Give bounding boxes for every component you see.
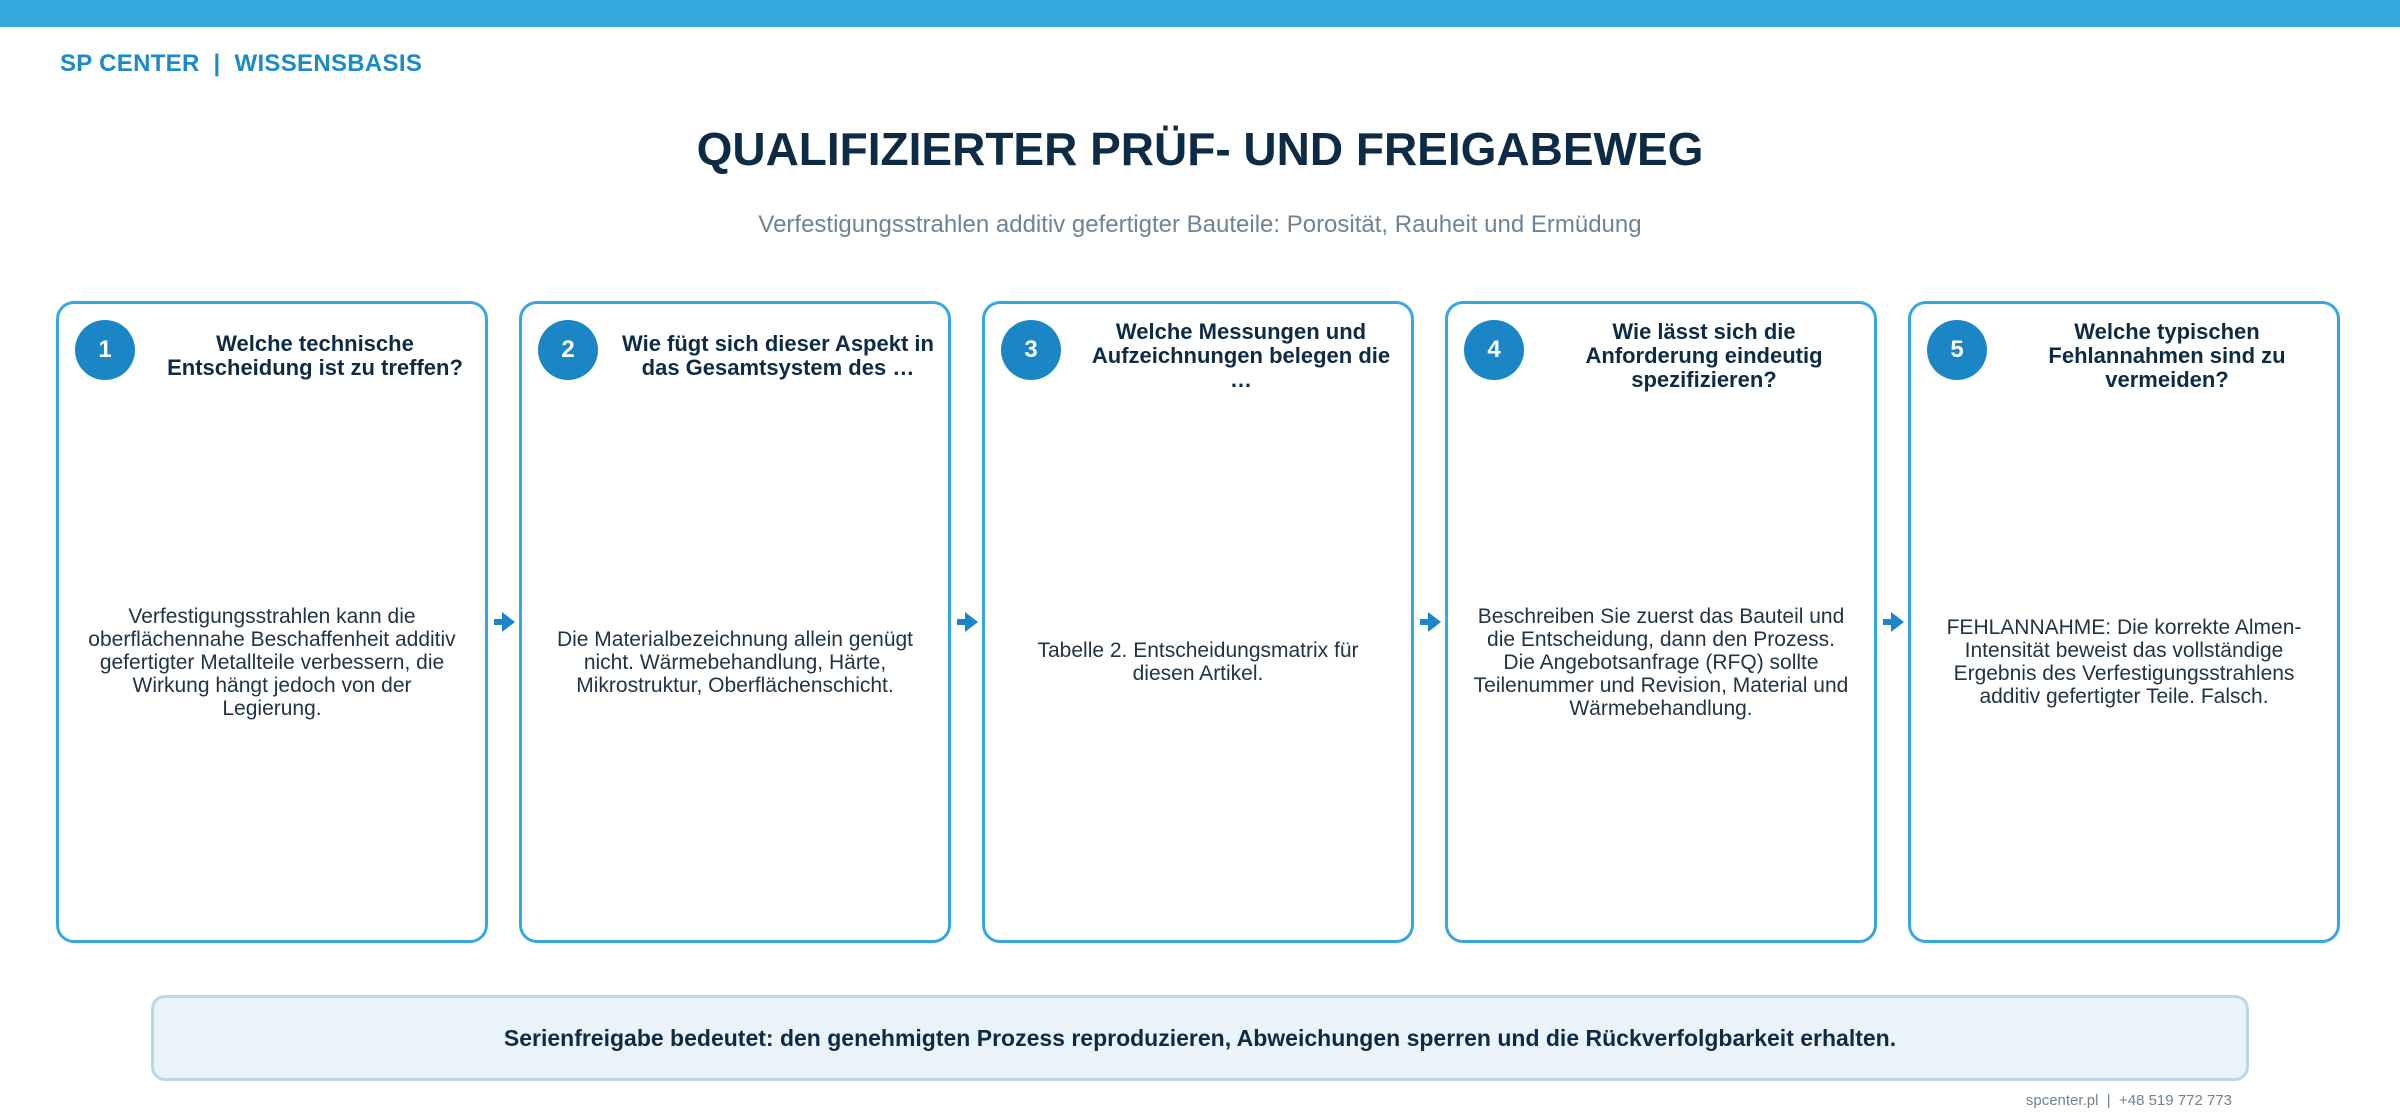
- arrow-right-icon: [494, 610, 516, 634]
- step-number-badge: 3: [1001, 320, 1061, 380]
- step-body: Beschreiben Sie zuerst das Bauteil und die Entscheidung, dann den Prozess. Die Angebotsanfrage (RFQ) sollte Teilenummer und Revision, Material und Wärmebehandlung.: [1473, 604, 1849, 720]
- step-title: Wie lässt sich die Anforderung eindeutig spezifizieren?: [1585, 319, 1823, 392]
- step-number-badge: 4: [1464, 320, 1524, 380]
- arrow-right-icon: [957, 610, 979, 634]
- step-title: Welche typischen Fehlannahmen sind zu vermeiden?: [2048, 319, 2286, 392]
- page-subtitle: Verfestigungsstrahlen additiv gefertigter Bauteile: Porosität, Rauheit und Ermüdung: [758, 211, 1642, 238]
- step-card-2: [519, 301, 951, 943]
- step-card-5: [1908, 301, 2340, 943]
- step-body: Tabelle 2. Entscheidungsmatrix für diesen Artikel.: [1037, 639, 1359, 685]
- step-title: Welche technische Entscheidung ist zu treffen?: [167, 331, 463, 380]
- step-title: Wie fügt sich dieser Aspekt in das Gesamtsystem des …: [622, 331, 934, 380]
- step-number-badge: 5: [1927, 320, 1987, 380]
- arrow-right-icon: [1883, 610, 1905, 634]
- footer-contact: spcenter.pl | +48 519 772 773: [2025, 1092, 2232, 1109]
- step-card-3: [982, 301, 1414, 943]
- arrow-right-icon: [1420, 610, 1442, 634]
- step-number-badge: 2: [538, 320, 598, 380]
- brand-label: SP CENTER | WISSENSBASIS: [60, 50, 423, 77]
- page-title: QUALIFIZIERTER PRÜF- UND FREIGABEWEG: [696, 123, 1704, 175]
- step-number-badge: 1: [75, 320, 135, 380]
- step-body: Verfestigungsstrahlen kann die oberflächennahe Beschaffenheit additiv gefertigter Metallteile verbessern, die Wirkung hängt jedoch von der Legierung.: [88, 604, 456, 720]
- step-body: Die Materialbezeichnung allein genügt nicht. Wärmebehandlung, Härte, Mikrostruktur, Oberflächenschicht.: [556, 627, 914, 697]
- step-body: FEHLANNAHME: Die korrekte Almen-Intensität beweist das vollständige Ergebnis des Verfestigungsstrahlens additiv gefertigter Teile. Falsch.: [1946, 616, 2302, 708]
- step-card-1: [56, 301, 488, 943]
- step-title: Welche Messungen und Aufzeichnungen belegen die …: [1091, 319, 1391, 392]
- step-card-4: [1445, 301, 1877, 943]
- top-accent-bar: [0, 0, 2400, 27]
- summary-banner: Serienfreigabe bedeutet: den genehmigten Prozess reproduzieren, Abweichungen sperren und die Rückverfolgbarkeit erhalten.: [151, 995, 2249, 1081]
